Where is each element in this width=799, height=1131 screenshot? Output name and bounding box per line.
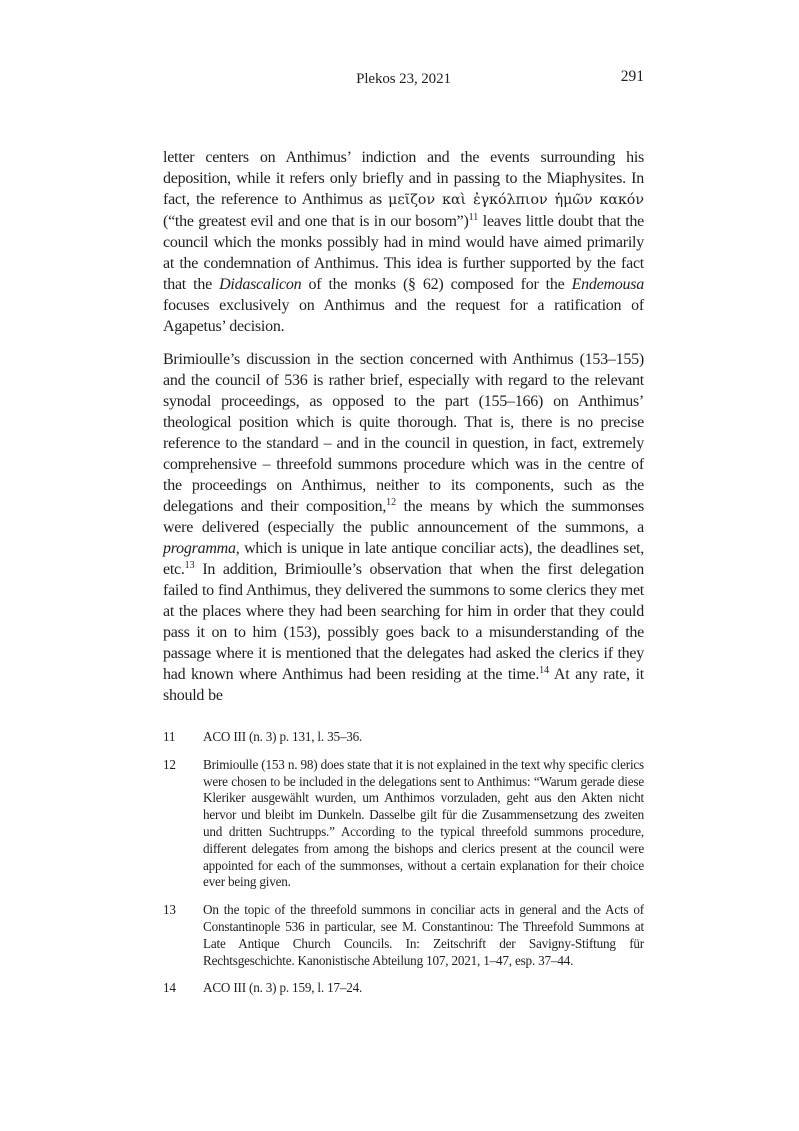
footnote-text [203, 980, 644, 997]
footnote-reference: 12 [386, 497, 397, 508]
footnote [163, 757, 644, 891]
footnote-number: 14 [163, 980, 176, 996]
text-run: the means by which the summonses were delivered (especially the public announcement of the summons, a [163, 498, 644, 536]
text-run: (“the greatest evil and one that is in our bosom”) [163, 213, 469, 230]
italic-text: Didascalicon [219, 276, 302, 293]
text-run: ACO III (n. 3) p. 131, l. 35–36. [203, 729, 363, 744]
text-run: ACO III (n. 3) p. 159, l. 17–24. [203, 980, 363, 996]
footnote-number: 11 [163, 729, 176, 744]
footnote-number: 12 [163, 756, 176, 772]
footnote [163, 980, 644, 997]
footnotes-section [163, 729, 644, 997]
footnote-text [203, 729, 644, 746]
footnote-text [203, 902, 644, 969]
text-run: At any rate, it should be [163, 666, 644, 704]
page-number: 291 [620, 68, 644, 85]
footnote-reference: 13 [184, 560, 195, 571]
italic-text: programma [163, 540, 236, 557]
footnote-number: 13 [163, 902, 176, 918]
footnote-reference: 14 [539, 665, 550, 676]
paragraph [163, 147, 644, 337]
greek-text: μεῖζον καὶ ἐγκόλπιον ἡμῶν κακόν [388, 192, 644, 208]
text-run: In addition, Brimioulle’s observation that when the first delegation failed to find Anthimus, they delivered the summons to some clerics they met at the places where they had been searching for him in order that they could pass it on to him (153), possibly goes back to a misunderstanding of the passage where it is mentioned that the delegates had asked the clerics if they had known where Anthimus had been residing at the time. [163, 561, 644, 683]
italic-text: Endemousa [571, 276, 644, 293]
text-run: Brimioulle’s discussion in the section concerned with Anthimus (153–155) and the council of 536 is rather brief, especially with regard to the relevant synodal proceedings, as opposed to the part (155–166) on Anthimus’ theological position which is quite thorough. That is, there is no precise reference to the standard – and in the council in question, in fact, extremely comprehensive – threefold summons procedure which was in the centre of the proceedings on Anthimus, neither to its components, such as the delegations and their composition, [163, 351, 644, 515]
journal-title: Plekos 23, 2021 [356, 71, 451, 87]
text-run: Brimioulle (153 n. 98) does state that it is not explained in the text why specific clerics were chosen to be included in the delegations sent to Anthimus: “Warum gerade diese Kleriker ausgewählt wurden, um Anthimos vorzuladen, geht aus den Akten nicht hervor und bleibt im Dunkeln. Dasselbe gilt für die Zusammensetzung des zweiten und dritten Suchtrupps.” According to the typical threefold summons procedure, different delegates from among the bishops and clerics present at the council were appointed for each of the summonses, without a certain explanation for their choice ever being given. [203, 756, 644, 890]
paragraph [163, 349, 644, 706]
text-run: of the monks (§ 62) composed for the [301, 276, 572, 293]
text-run: letter centers on Anthimus’ indiction and the events surrounding his deposition, while it refers only briefly and in passing to the Miaphysites. In fact, the reference to Anthimus as [163, 149, 644, 208]
text-run: leaves little doubt that the council which the monks possibly had in mind would have aimed primarily at the condemnation of Anthimus. This idea is further supported by the fact that the [163, 213, 644, 293]
text-run: On the topic of the threefold summons in conciliar acts in general and the Acts of Constantinople 536 in particular, see M. Constantinou: The Threefold Summons at Late Antique Church Councils. In: Zeitschrift der Savigny-Stiftung für Rechtsgeschichte. Kanonistische Abteilung 107, 2021, 1–47, esp. 37–44. [203, 902, 644, 968]
main-text [163, 147, 644, 706]
footnote-text [203, 757, 644, 891]
text-run: , which is unique in late antique conciliar acts), the deadlines set, etc. [163, 540, 644, 578]
footnote [163, 902, 644, 969]
footnote-reference: 11 [468, 212, 479, 223]
text-run: focuses exclusively on Anthimus and the request for a ratification of Agapetus’ decision. [163, 297, 644, 335]
footnote [163, 729, 644, 746]
page-header [163, 68, 644, 90]
